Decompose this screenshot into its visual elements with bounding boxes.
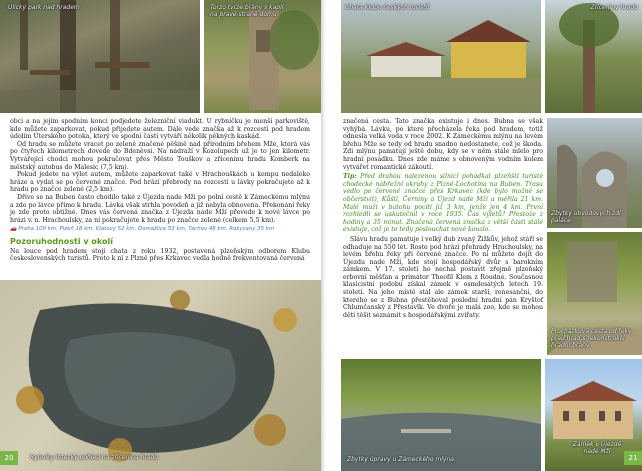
caption-mill: Chata Klubu českých turistů <box>345 4 430 11</box>
photo-park <box>0 0 200 113</box>
section-heading: Pozoruhodnosti v okolí <box>10 236 113 246</box>
tip-paragraph <box>343 173 543 234</box>
tip-label: Tip: <box>343 173 357 181</box>
distances-line <box>10 226 310 234</box>
photo-gate <box>204 0 321 113</box>
river-illustration <box>341 359 541 471</box>
page-number-left: 20 <box>0 451 18 465</box>
paragraph: značená cesta. Tato značka existuje i dnes. Bubna se však vyhýbá. Lávku, po které přecházela řeka pod hradem, totiž odnesla velká voda v roce 2002. K Zámeckému mlýnu na levém břehu Mže se tedy od hradu snadno nedostanete, což je škoda. Zdi mlýnu pamatují ještě dobu, kdy se v něm stále mlelo pro hradní posádku. Dnes zde máme s obnoveným vodním kolem vytvářet romantické zákoutí. <box>343 118 543 171</box>
caption-ruin-wall: Zbytky obvodových zdí paláce <box>551 210 621 224</box>
caption-park: Ulický park nad hradem <box>8 4 80 11</box>
paragraph: Slávu hradu pamatuje i velký dub zvaný Žižkův, jehož stáří se odhaduje na 550 let. Roste pod hrází přehrady Hrachoulsky, na levém břehu řeky při červené značce. Po ní můžete dojít do Újezdu nade Mží, kde stojí hospodářský dvůr s barokním zámkem. V 17. století ho nechal postavit zřejmě plzeňský erbovní měšťan a primátor Theofil Klem z Roudné. Současnou klasicistní podobu získal zámek v osmdesátých letech 19. století. Na jeho místě stál ale zámek starší, renesanční, do kterého se z Bubna přestěhoval poslední hradní pán Kryštof Chlumčanský z Přestavlk. Ve dvoře je malá zoo, kde se mohou děti těšit seznámit s hospodářskými zvířaty. <box>343 235 543 319</box>
right-body-text <box>343 118 543 319</box>
caption-path: Procházková cesta od řeky před hrad s rekonstrukcí hradní brány <box>551 328 632 349</box>
caption-rock: Zříceniny hradu <box>590 4 638 11</box>
distances-text: Praha 109 km, Plzeň 18 km, Klatovy 52 km, Domažlice 53 km, Tachov 48 km, Rokycany 35 km <box>18 226 275 233</box>
photo-river <box>341 359 541 471</box>
photo-mill <box>341 0 541 113</box>
caption-gate: Torzo tvrze brány s kaplí na pravé straně domu <box>210 4 284 18</box>
paragraph: obci a na jejím spodním konci podjedete železniční viadukt. U rybníčku je menší parkoviště, kde můžete zaparkovat, pokud přijedete autem. Dále vede značka až k rozcestí pod hradem údolím Úterského potoka, který ve spodní části vytváří několik pěkných kaskád. <box>10 118 310 141</box>
photo-path <box>547 232 642 355</box>
photo-lake-aerial <box>0 280 321 471</box>
photo-ruin-wall <box>547 118 642 228</box>
right-page <box>321 0 642 471</box>
mill-illustration <box>341 0 541 113</box>
paragraph: Na louce pod hradem stojí chata z roku 1932, postavená plzeňským odborem Klubu československých turistů. Proto k ní z Plzně přes Krkavec vedla hodně frekventovaná červená <box>10 247 310 263</box>
tip-text: Před drahou nalezenou silnicí pohádkal plzeňští turisté chodecké nábřežní okruhy z Plzně-Lochotína na Buben. Trasu vedlo po červené značce přes Krkavec (kde bylo možné se občerstvit), Kůští, Černiny a Újezd nade Mží a měřila 21 km. Malé muži v batohu pocítí již 3 km, jenže jen 4 km. První rozhlédli se uskutečnil v roce 1935. Čas výletů? Přestože z hodiny a 35 minut. Značená červená značka z větší části stále existuje, což je to tedy poslouchat nové kouzlo. <box>343 173 544 234</box>
rock-illustration <box>545 0 642 113</box>
lake-illustration <box>0 280 321 471</box>
photo-rock <box>545 0 642 113</box>
paragraph: Pokud jedete na výlet autem, můžete zaparkovat také v Hrachouškách u kempu nedaleko hráze a vydat se po červené značce. Pod hrází přebrody na rozcestí u lávky pokračujete až k hradu po značce zelené (2,5 km). <box>10 171 310 194</box>
paragraph: Od hradu se můžete vracet po zeleně značené pěšině nad přírodním břehem Mže, která vás po čtyřech kilometrech dovede do Bdeněvsi. Na nádraží v Kozolupech už je to jen kilometr. Vytvářející chodci mohou pokračovat přes Město Touškov a zříceninu hradu Komberk na městský autobus do Malesic (7,5 km). <box>10 140 310 171</box>
page-number-right: 21 <box>624 451 642 465</box>
caption-lake: Rybníky letecký pohled na zřícenina hradu <box>30 454 158 461</box>
caption-chateau: Zámek v Újezdě nade Mží <box>572 441 622 455</box>
car-icon: 🚗 <box>10 226 19 233</box>
left-body-text <box>10 118 310 263</box>
paragraph: Dříve se na Buben často chodilo také z Újezda nade Mží po polní cestě k Zámeckému mlýnu a zde po lávce přímo k hradu. Lávka však strhla povodeň a již nebyla obnovena. Překonání řeky je zde proto obtížné. Dnes vás červená značka z Újezda nade Mží převede k nové lávce po hrázi v. n. Hrachoulsky, za ní pokračujete k hradu po značce zelené (celkem 5,5 km). <box>10 193 311 224</box>
park-illustration <box>0 0 200 113</box>
caption-river: Zbytky úpravy u Zámeckého mlýna <box>347 456 454 463</box>
